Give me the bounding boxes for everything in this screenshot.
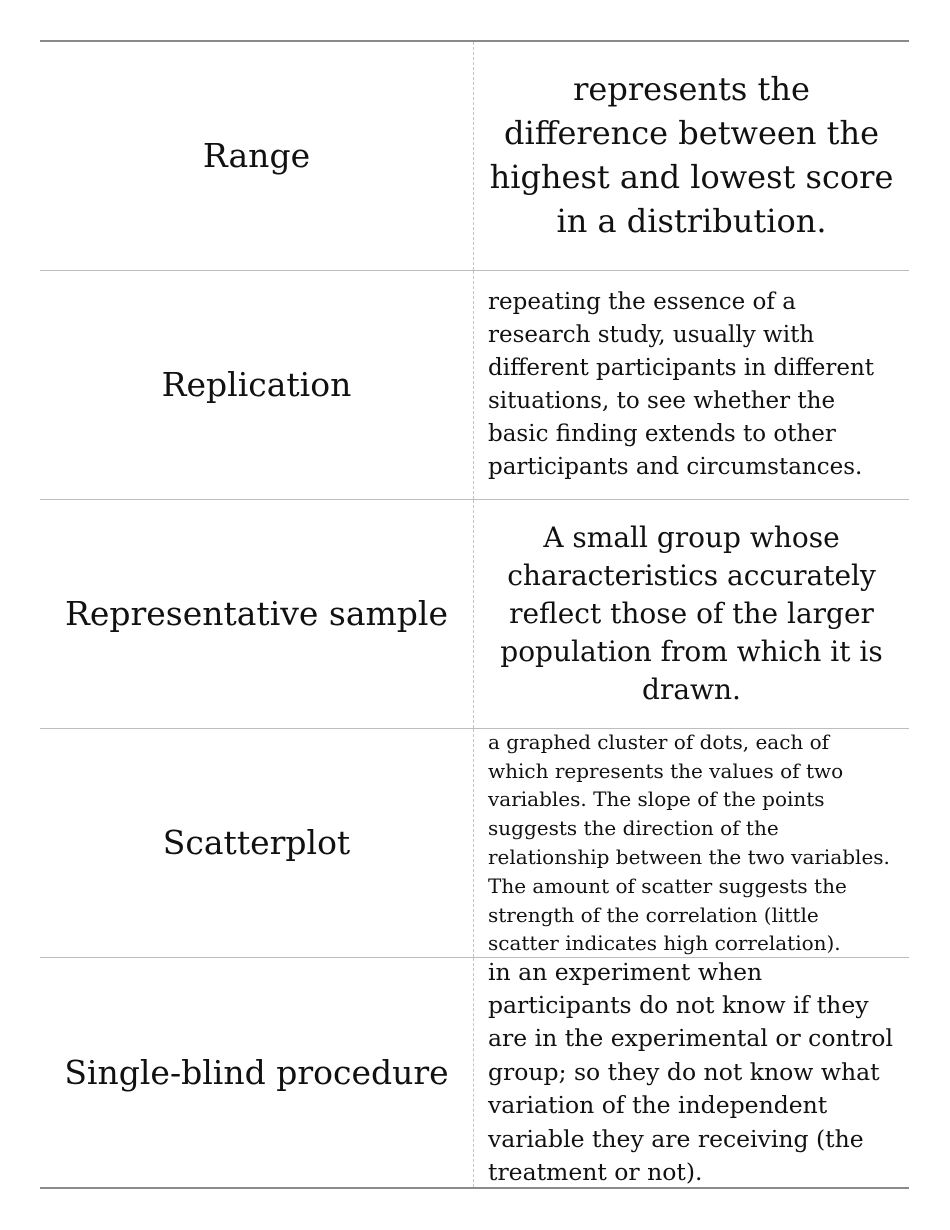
flashcard-term: Scatterplot <box>40 729 474 957</box>
flashcard-row <box>40 500 909 729</box>
flashcard-definition-cell <box>474 958 909 1187</box>
flashcard-definition: represents the difference between the highest and lowest score in a distribution. <box>489 70 894 240</box>
flashcard-term: Representative sample <box>40 500 474 728</box>
flashcard-definition: in an experiment when participants do not know if they are in the experimental or control group; so they do not know what variation of the independent variable they are receiving (the treatment or not). <box>488 957 893 1186</box>
flashcard-term: Single-blind procedure <box>40 958 474 1187</box>
flashcard-row <box>40 271 909 500</box>
flashcard-definition: A small group whose characteristics accurately reflect those of the larger population from which it is drawn. <box>500 520 883 707</box>
flashcard-term: Replication <box>40 271 474 499</box>
flashcard-definition: repeating the essence of a research study, usually with different participants in different situations, to see whether the basic finding extends to other participants and circumstances. <box>488 289 875 480</box>
flashcard-row <box>40 958 909 1187</box>
flashcard-definition-cell <box>474 271 909 499</box>
flashcard-definition-cell <box>474 42 909 270</box>
flashcard-row <box>40 729 909 958</box>
flashcard-sheet <box>40 40 909 1189</box>
flashcard-definition: a graphed cluster of dots, each of which represents the values of two variables. The slope of the points suggests the direction of the relationship between the two variables. The amount of scatter suggests the strength of the correlation (little scatter indicates high correlation). <box>488 729 890 956</box>
flashcard-definition-cell <box>474 500 909 728</box>
flashcard-definition-cell <box>474 729 909 957</box>
flashcard-row <box>40 42 909 271</box>
flashcard-term: Range <box>40 42 474 270</box>
